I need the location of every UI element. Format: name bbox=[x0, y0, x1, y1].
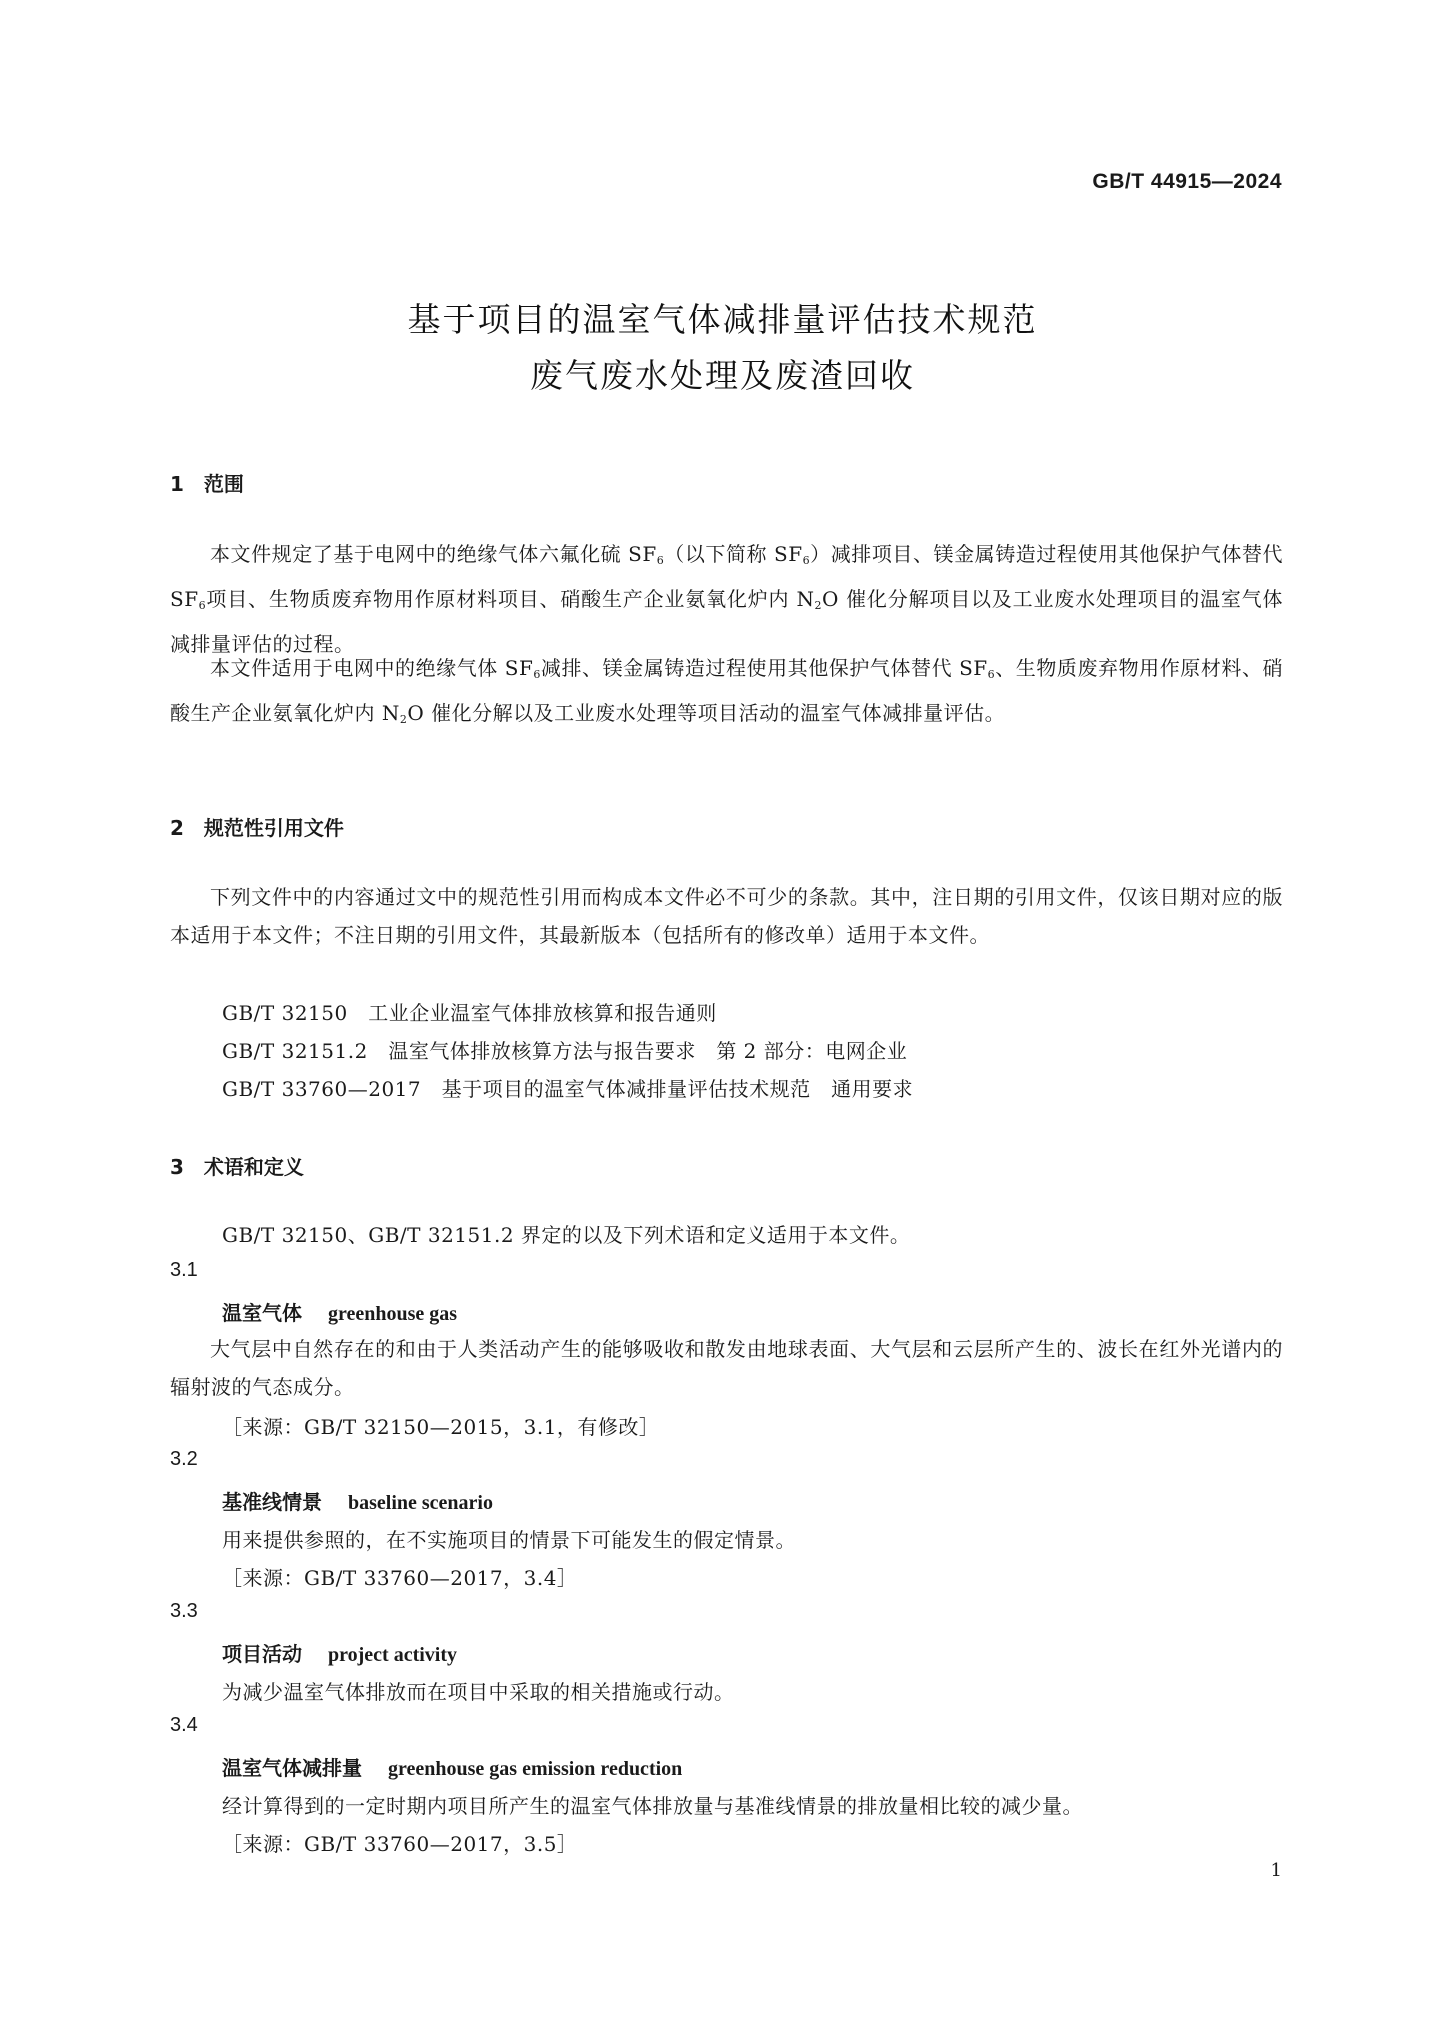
scope-paragraph-2: 本文件适用于电网中的绝缘气体 $SF_6$减排、镁金属铸造过程使用其他保护气体替代 $SF_6$、生物质废弃物用作原材料、硝酸生产企业氨氧化炉内 $N_2O$ 催化分解以及工业废水处理等项目活动的温室气体减排量评估。 bbox=[170, 656, 1284, 726]
term-en: greenhouse gas emission reduction bbox=[388, 1758, 683, 1780]
term-zh: 项目活动 bbox=[222, 1642, 302, 1666]
term-number: 3.2 bbox=[170, 1448, 198, 1470]
term-zh: 温室气体减排量 bbox=[222, 1756, 362, 1780]
page-number: 1 bbox=[1270, 1860, 1282, 1881]
reference-item: GB/T 32151.2 温室气体排放核算方法与报告要求 第 2 部分：电网企业 bbox=[222, 1039, 908, 1063]
term-en: greenhouse gas bbox=[328, 1303, 458, 1325]
term-definition: 用来提供参照的，在不实施项目的情景下可能发生的假定情景。 bbox=[222, 1528, 796, 1552]
term-heading bbox=[222, 1297, 457, 1326]
scope-paragraph-1: 本文件规定了基于电网中的绝缘气体六氟化硫 $SF_6$（以下简称 $SF_6$）减排项目、镁金属铸造过程使用其他保护气体替代 $SF_6$项目、生物质废弃物用作原材料项目、硝酸生产企业氨氧化炉内 $N_2O$ 催化分解项目以及工业废水处理项目的温室气体减排量评估的过程。 bbox=[170, 542, 1284, 656]
term-number: 3.3 bbox=[170, 1600, 198, 1622]
term-definition: 经计算得到的一定时期内项目所产生的温室气体排放量与基准线情景的排放量相比较的减少量。 bbox=[222, 1794, 1083, 1818]
standard-code: GB/T 44915—2024 bbox=[1092, 170, 1282, 193]
term-source: ［来源：GB/T 33760—2017，3.4］ bbox=[222, 1566, 578, 1590]
term-en: project activity bbox=[328, 1644, 458, 1666]
references-intro: 下列文件中的内容通过文中的规范性引用而构成本文件必不可少的条款。其中，注日期的引用文件，仅该日期对应的版本适用于本文件；不注日期的引用文件，其最新版本（包括所有的修改单）适用于本文件。 bbox=[170, 885, 1283, 947]
term-en: baseline scenario bbox=[348, 1492, 493, 1514]
document-title-line2: 废气废水处理及废渣回收 bbox=[530, 356, 915, 395]
term-definition: 为减少温室气体排放而在项目中采取的相关措施或行动。 bbox=[222, 1680, 735, 1704]
term-number: 3.4 bbox=[170, 1714, 198, 1736]
term-number: 3.1 bbox=[170, 1259, 198, 1281]
section-heading-terms-definitions: 3 术语和定义 bbox=[170, 1155, 304, 1179]
term-zh: 温室气体 bbox=[222, 1301, 302, 1325]
section-heading-scope: 1 范围 bbox=[170, 472, 244, 496]
term-zh: 基准线情景 bbox=[222, 1490, 322, 1514]
reference-item: GB/T 32150 工业企业温室气体排放核算和报告通则 bbox=[222, 1001, 717, 1025]
terms-intro: GB/T 32150、GB/T 32151.2 界定的以及下列术语和定义适用于本文件。 bbox=[222, 1223, 911, 1247]
term-source: ［来源：GB/T 33760—2017，3.5］ bbox=[222, 1832, 578, 1856]
term-definition: 大气层中自然存在的和由于人类活动产生的能够吸收和散发由地球表面、大气层和云层所产生的、波长在红外光谱内的辐射波的气态成分。 bbox=[170, 1337, 1283, 1399]
document-title-line1: 基于项目的温室气体减排量评估技术规范 bbox=[407, 300, 1038, 339]
term-source: ［来源：GB/T 32150—2015，3.1，有修改］ bbox=[222, 1415, 660, 1439]
section-heading-normative-references: 2 规范性引用文件 bbox=[170, 816, 344, 840]
term-heading bbox=[222, 1752, 682, 1781]
term-heading bbox=[222, 1486, 493, 1515]
reference-item: GB/T 33760—2017 基于项目的温室气体减排量评估技术规范 通用要求 bbox=[222, 1077, 914, 1101]
term-heading bbox=[222, 1638, 457, 1667]
